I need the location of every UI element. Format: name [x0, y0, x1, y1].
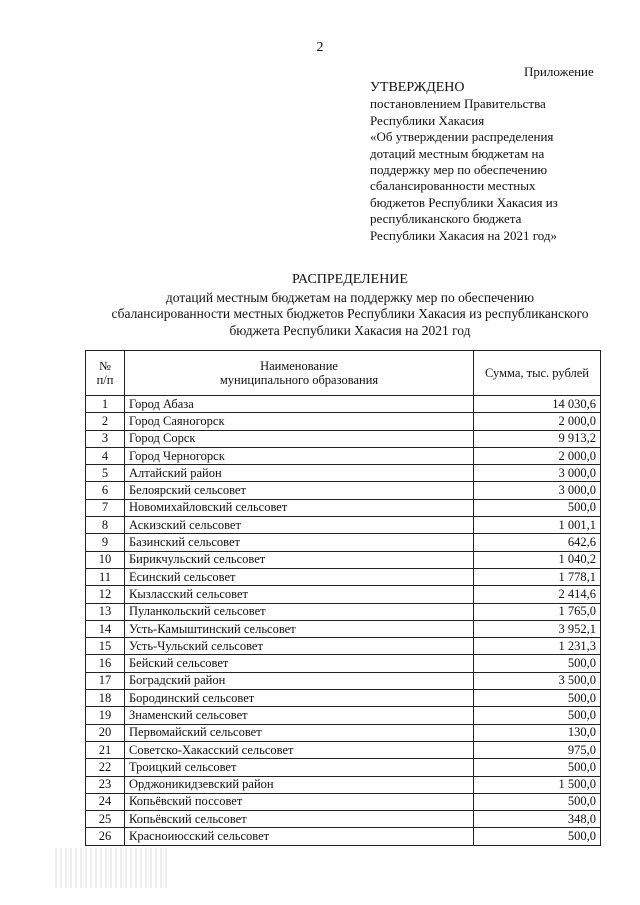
row-num: 14: [86, 620, 125, 637]
table-row: [86, 672, 601, 689]
row-num: 10: [86, 551, 125, 568]
approval-line: бюджетов Республики Хакасия из: [370, 194, 558, 210]
table-row: [86, 447, 601, 464]
approval-line: Республики Хакасия: [370, 112, 485, 128]
row-num: 11: [86, 568, 125, 585]
row-num: 21: [86, 741, 125, 758]
row-name: Город Саяногорск: [125, 413, 474, 430]
row-sum: 3 952,1: [474, 620, 601, 637]
row-name: Троицкий сельсовет: [125, 759, 474, 776]
row-name: Копьёвский сельсовет: [125, 811, 474, 828]
page-number: 2: [316, 40, 324, 55]
table-row: [86, 776, 601, 793]
row-num: 26: [86, 828, 125, 845]
annex-label: Приложение: [524, 64, 594, 79]
table-header-row: [86, 351, 601, 396]
table-row: [86, 534, 601, 551]
row-sum: 500,0: [474, 828, 601, 845]
distribution-table: [85, 350, 601, 846]
row-num: 1: [86, 396, 125, 413]
faint-stamp: [55, 848, 170, 888]
row-num: 6: [86, 482, 125, 499]
row-name: Бородинский сельсовет: [125, 690, 474, 707]
row-sum: 2 000,0: [474, 413, 601, 430]
row-name: Белоярский сельсовет: [125, 482, 474, 499]
row-name: Алтайский район: [125, 465, 474, 482]
approval-line: постановлением Правительства: [370, 96, 546, 112]
row-sum: 3 500,0: [474, 672, 601, 689]
row-num: 3: [86, 430, 125, 447]
row-name: Город Абаза: [125, 396, 474, 413]
row-num: 12: [86, 586, 125, 603]
row-sum: 500,0: [474, 690, 601, 707]
header-name: [125, 351, 474, 396]
approval-line: дотаций местным бюджетам на: [370, 145, 545, 161]
row-num: 17: [86, 672, 125, 689]
table-row: [86, 396, 601, 413]
row-sum: 500,0: [474, 759, 601, 776]
row-name: Боградский район: [125, 672, 474, 689]
approval-line: «Об утверждении распределения: [370, 129, 554, 145]
table-row: [86, 741, 601, 758]
row-name: Базинский сельсовет: [125, 534, 474, 551]
row-sum: 642,6: [474, 534, 601, 551]
table-row: [86, 811, 601, 828]
row-num: 18: [86, 690, 125, 707]
table-row: [86, 724, 601, 741]
row-name: Первомайский сельсовет: [125, 724, 474, 741]
header-name-line: муниципального образования: [219, 373, 379, 387]
row-name: Усть-Камыштинский сельсовет: [125, 620, 474, 637]
row-name: Красноиюсский сельсовет: [125, 828, 474, 845]
approval-block: [370, 80, 630, 244]
row-num: 24: [86, 793, 125, 810]
row-name: Копьёвский поссовет: [125, 793, 474, 810]
row-sum: 3 000,0: [474, 465, 601, 482]
table-row: [86, 793, 601, 810]
row-sum: 1 765,0: [474, 603, 601, 620]
row-name: Пуланкольский сельсовет: [125, 603, 474, 620]
row-sum: 1 500,0: [474, 776, 601, 793]
row-name: Знаменский сельсовет: [125, 707, 474, 724]
row-num: 7: [86, 499, 125, 516]
header-num-line: №: [99, 359, 111, 373]
table-row: [86, 551, 601, 568]
row-sum: 2 414,6: [474, 586, 601, 603]
header-num-line: п/п: [96, 373, 114, 387]
row-num: 16: [86, 655, 125, 672]
table-row: [86, 430, 601, 447]
approval-line: сбалансированности местных: [370, 178, 536, 194]
row-sum: 130,0: [474, 724, 601, 741]
row-sum: 1 040,2: [474, 551, 601, 568]
row-name: Орджоникидзевский район: [125, 776, 474, 793]
row-sum: 1 778,1: [474, 568, 601, 585]
row-sum: 500,0: [474, 655, 601, 672]
row-sum: 500,0: [474, 707, 601, 724]
row-num: 25: [86, 811, 125, 828]
header-num: [86, 351, 125, 396]
table-row: [86, 759, 601, 776]
row-sum: 500,0: [474, 499, 601, 516]
table-row: [86, 499, 601, 516]
row-sum: 9 913,2: [474, 430, 601, 447]
row-name: Усть-Чульский сельсовет: [125, 638, 474, 655]
row-num: 4: [86, 447, 125, 464]
approval-line: республиканского бюджета: [370, 211, 522, 227]
row-num: 8: [86, 517, 125, 534]
row-name: Аскизский сельсовет: [125, 517, 474, 534]
row-name: Бирикчульский сельсовет: [125, 551, 474, 568]
row-sum: 975,0: [474, 741, 601, 758]
row-num: 20: [86, 724, 125, 741]
document-title: [60, 272, 640, 339]
title-line: сбалансированности местных бюджетов Республики Хакасия из республиканского: [111, 306, 589, 321]
table-row: [86, 707, 601, 724]
row-num: 23: [86, 776, 125, 793]
table-row: [86, 482, 601, 499]
approval-head: УТВЕРЖДЕНО: [370, 80, 465, 95]
row-num: 5: [86, 465, 125, 482]
approval-line: поддержку мер по обеспечению: [370, 162, 548, 178]
table-row: [86, 586, 601, 603]
row-num: 2: [86, 413, 125, 430]
table-body: [86, 396, 601, 846]
table-row: [86, 690, 601, 707]
row-sum: 2 000,0: [474, 447, 601, 464]
row-num: 9: [86, 534, 125, 551]
row-sum: 1 231,3: [474, 638, 601, 655]
table-row: [86, 638, 601, 655]
header-name-line: Наименование: [260, 359, 338, 373]
header-sum: Сумма, тыс. рублей: [474, 351, 601, 396]
table-row: [86, 828, 601, 845]
row-name: Советско-Хакасский сельсовет: [125, 741, 474, 758]
row-sum: 3 000,0: [474, 482, 601, 499]
table-row: [86, 517, 601, 534]
row-num: 22: [86, 759, 125, 776]
title-main: РАСПРЕДЕЛЕНИЕ: [292, 272, 408, 287]
row-name: Бейский сельсовет: [125, 655, 474, 672]
table-row: [86, 568, 601, 585]
row-name: Город Сорск: [125, 430, 474, 447]
row-name: Кызласский сельсовет: [125, 586, 474, 603]
row-num: 19: [86, 707, 125, 724]
table-row: [86, 465, 601, 482]
table-row: [86, 620, 601, 637]
row-sum: 14 030,6: [474, 396, 601, 413]
table-row: [86, 603, 601, 620]
row-name: Город Черногорск: [125, 447, 474, 464]
row-num: 15: [86, 638, 125, 655]
table-row: [86, 655, 601, 672]
row-sum: 500,0: [474, 793, 601, 810]
row-num: 13: [86, 603, 125, 620]
row-name: Новомихайловский сельсовет: [125, 499, 474, 516]
row-name: Есинский сельсовет: [125, 568, 474, 585]
title-line: бюджета Республики Хакасия на 2021 год: [229, 322, 471, 338]
row-sum: 1 001,1: [474, 517, 601, 534]
title-line: дотаций местным бюджетам на поддержку мер по обеспечению: [165, 289, 535, 305]
row-sum: 348,0: [474, 811, 601, 828]
approval-line: Республики Хакасия на 2021 год»: [370, 227, 557, 243]
table-row: [86, 413, 601, 430]
